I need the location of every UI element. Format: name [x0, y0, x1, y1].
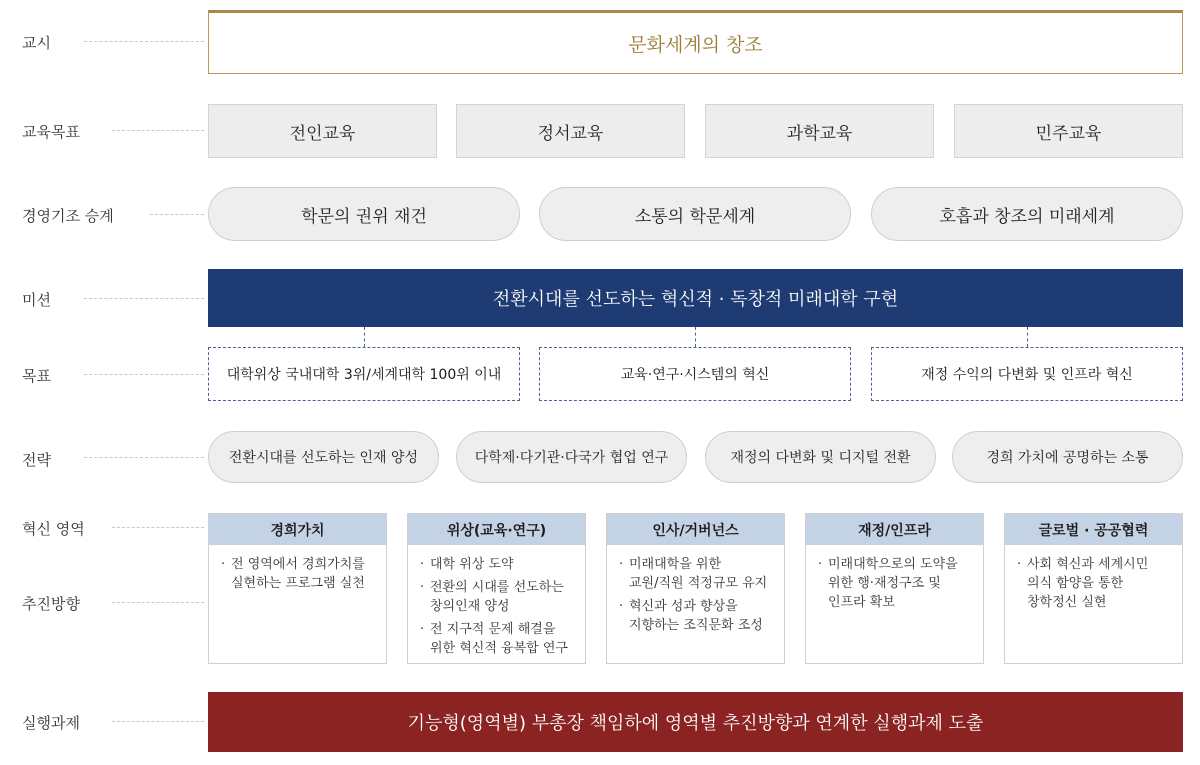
area-card-body — [806, 545, 983, 612]
label-motto: 교시 — [22, 34, 51, 52]
strategy-text: 전환시대를 선도하는 인재 양성 — [228, 450, 419, 466]
strategy-pill — [952, 431, 1183, 483]
target-box — [871, 347, 1183, 401]
guide-line-direction — [112, 602, 204, 603]
strategy-pill — [208, 431, 439, 483]
area-card-item — [619, 555, 776, 593]
area-card-title: 글로벌 · 공공협력 — [1005, 514, 1182, 545]
goal-box — [705, 104, 934, 158]
label-action: 실행과제 — [22, 714, 80, 732]
motto-box — [208, 10, 1183, 74]
base-text: 학문의 권위 재건 — [301, 206, 427, 227]
area-card-item — [420, 555, 577, 574]
bullet: · — [420, 622, 425, 637]
bullet: · — [1017, 557, 1022, 572]
target-text: 재정 수익의 다변화 및 인프라 혁신 — [921, 367, 1133, 383]
area-card-item — [420, 578, 577, 616]
base-pill — [208, 187, 520, 241]
area-card-title: 재정/인프라 — [806, 514, 983, 545]
bullet: · — [619, 557, 624, 572]
bullet: · — [420, 557, 425, 572]
goal-box — [208, 104, 437, 158]
area-card-standing — [407, 513, 586, 664]
area-card-item — [221, 555, 378, 593]
guide-line-motto — [84, 41, 204, 42]
area-card-item — [818, 555, 975, 612]
strategy-text: 재정의 다변화 및 디지털 전환 — [730, 450, 911, 466]
goal-box — [456, 104, 685, 158]
label-strategy: 전략 — [22, 451, 51, 469]
guide-line-base — [150, 214, 204, 215]
mission-connector — [1027, 327, 1028, 347]
area-card-title: 경희가치 — [209, 514, 386, 545]
mission-connector — [364, 327, 365, 347]
bullet: · — [619, 599, 624, 614]
goal-text: 전인교육 — [289, 123, 356, 144]
area-card-item — [420, 620, 577, 658]
guide-line-action — [112, 721, 204, 722]
base-pill — [539, 187, 851, 241]
bullet: · — [420, 580, 425, 595]
goal-text: 정서교육 — [537, 123, 604, 144]
label-mission: 미션 — [22, 291, 51, 309]
area-card-body — [1005, 545, 1182, 612]
area-card-finance — [805, 513, 984, 664]
strategy-text: 경희 가치에 공명하는 소통 — [986, 450, 1149, 466]
target-text: 교육·연구·시스템의 혁신 — [620, 367, 770, 383]
label-direction: 추진방향 — [22, 595, 80, 613]
area-card-item — [1017, 555, 1174, 612]
mission-banner — [208, 269, 1183, 327]
target-box — [208, 347, 520, 401]
area-card-title: 인사/거버넌스 — [607, 514, 784, 545]
guide-line-targets — [84, 374, 204, 375]
motto-text: 문화세계의 창조 — [628, 33, 763, 56]
goal-box — [954, 104, 1183, 158]
area-card-item-text: 대학 위상 도약 — [430, 557, 514, 572]
area-card-item — [619, 597, 776, 635]
label-innovation: 혁신 영역 — [22, 520, 85, 538]
area-card-item-text: 사회 혁신과 세계시민 의식 함양을 통한 창학정신 실현 — [1027, 557, 1149, 610]
target-box — [539, 347, 851, 401]
label-base: 경영기조 승계 — [22, 207, 114, 225]
base-pill — [871, 187, 1183, 241]
area-card-body — [607, 545, 784, 635]
guide-line-mission — [84, 298, 204, 299]
area-card-global — [1004, 513, 1183, 664]
area-card-body — [408, 545, 585, 658]
goal-text: 민주교육 — [1035, 123, 1102, 144]
label-targets: 목표 — [22, 367, 51, 385]
area-card-governance — [606, 513, 785, 664]
area-card-body — [209, 545, 386, 593]
action-text: 기능형(영역별) 부총장 책임하에 영역별 추진방향과 연계한 실행과제 도출 — [407, 713, 984, 734]
strategy-pill — [705, 431, 936, 483]
area-card-values — [208, 513, 387, 664]
area-card-item-text: 미래대학을 위한 교원/직원 적정규모 유지 — [629, 557, 768, 591]
guide-line-innovation — [112, 527, 204, 528]
bullet: · — [818, 557, 823, 572]
strategy-pill — [456, 431, 687, 483]
guide-line-goals — [112, 130, 204, 131]
area-card-item-text: 전 영역에서 경희가치를 실현하는 프로그램 실천 — [231, 557, 365, 591]
bullet: · — [221, 557, 226, 572]
mission-text: 전환시대를 선도하는 혁신적 · 독창적 미래대학 구현 — [492, 289, 899, 310]
action-banner — [208, 692, 1183, 752]
strategy-text: 다학제·다기관·다국가 협업 연구 — [474, 450, 669, 466]
area-card-item-text: 미래대학으로의 도약을 위한 행·재정구조 및 인프라 확보 — [828, 557, 958, 610]
label-goals: 교육목표 — [22, 123, 80, 141]
mission-connector — [695, 327, 696, 347]
guide-line-strategy — [84, 457, 204, 458]
area-card-item-text: 전환의 시대를 선도하는 창의인재 양성 — [430, 580, 564, 614]
goal-text: 과학교육 — [786, 123, 853, 144]
area-card-item-text: 전 지구적 문제 해결을 위한 혁신적 융복합 연구 — [430, 622, 568, 656]
target-text: 대학위상 국내대학 3위/세계대학 100위 이내 — [226, 367, 502, 383]
area-card-title: 위상(교육·연구) — [408, 514, 585, 545]
base-text: 호흡과 창조의 미래세계 — [939, 206, 1115, 227]
base-text: 소통의 학문세계 — [634, 206, 756, 227]
area-card-item-text: 혁신과 성과 향상을 지향하는 조직문화 조성 — [629, 599, 763, 633]
